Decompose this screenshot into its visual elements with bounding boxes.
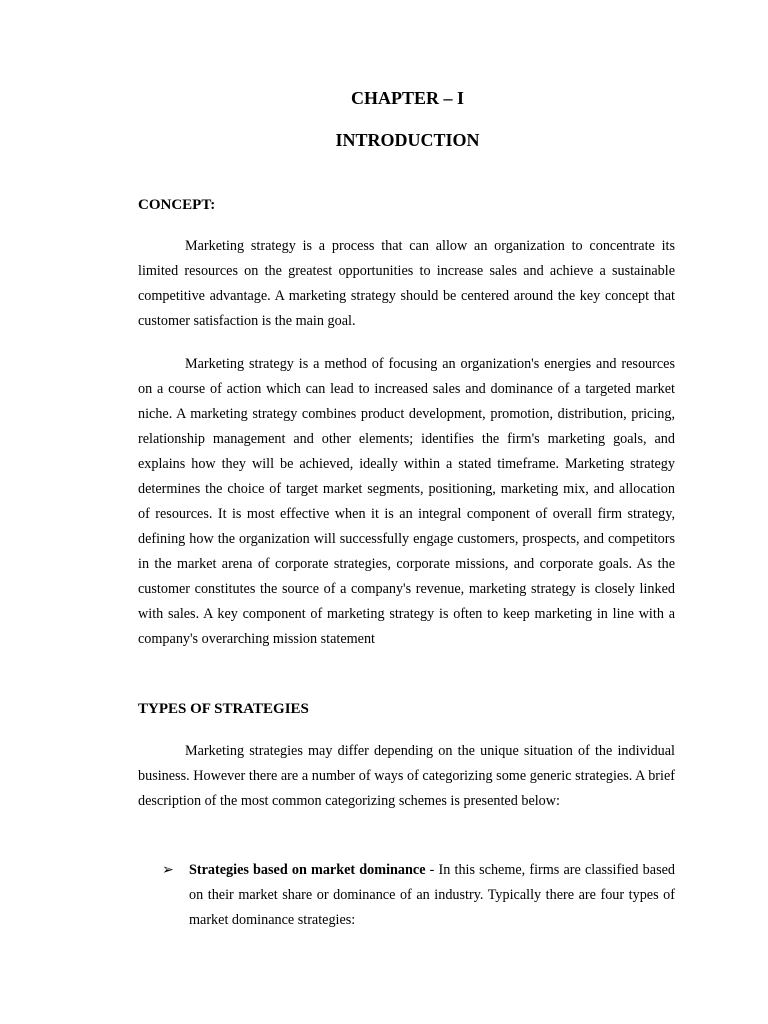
bullet-item bbox=[189, 858, 675, 933]
types-heading: TYPES OF STRATEGIES bbox=[138, 701, 309, 717]
bullet-title: Strategies based on market dominance bbox=[189, 862, 426, 878]
chapter-number: CHAPTER – I bbox=[350, 88, 464, 108]
concept-paragraph-2: Marketing strategy is a method of focusing an organization's energies and resources on a course of action which can lead to increased sales and dominance of a targeted market niche. A marketing strategy combines product development, promotion, distribution, pricing, relationship management and other elements; identifies the firm's marketing goals, and explains how they will be achieved, ideally within a stated timeframe. Marketing strategy determines the choice of target market segments, positioning, marketing mix, and allocation of resources. It is most effective when it is an integral component of overall firm strategy, defining how the organization will successfully engage customers, prospects, and competitors in the market arena of corporate strategies, corporate missions, and corporate goals. As the customer constitutes the source of a company's revenue, marketing strategy is closely linked with sales. A key component of marketing strategy is often to keep marketing in line with a company's overarching mission statement bbox=[138, 356, 675, 647]
concept-heading: CONCEPT: bbox=[138, 197, 216, 213]
chapter-title: INTRODUCTION bbox=[335, 130, 480, 150]
bullet-body: - In this scheme, firms are classified based on their market share or dominance of an industry. Typically there are four types of market dominance strategies: bbox=[189, 862, 675, 928]
arrow-bullet-icon: ➢ bbox=[162, 863, 174, 878]
types-paragraph: Marketing strategies may differ depending on the unique situation of the individual business. However there are a number of ways of categorizing some generic strategies. A brief description of the most common categorizing schemes is presented below: bbox=[138, 743, 675, 809]
concept-paragraph-1: Marketing strategy is a process that can allow an organization to concentrate its limited resources on the greatest opportunities to increase sales and achieve a sustainable competitive advantage. A marketing strategy should be centered around the key concept that customer satisfaction is the main goal. bbox=[138, 238, 675, 329]
